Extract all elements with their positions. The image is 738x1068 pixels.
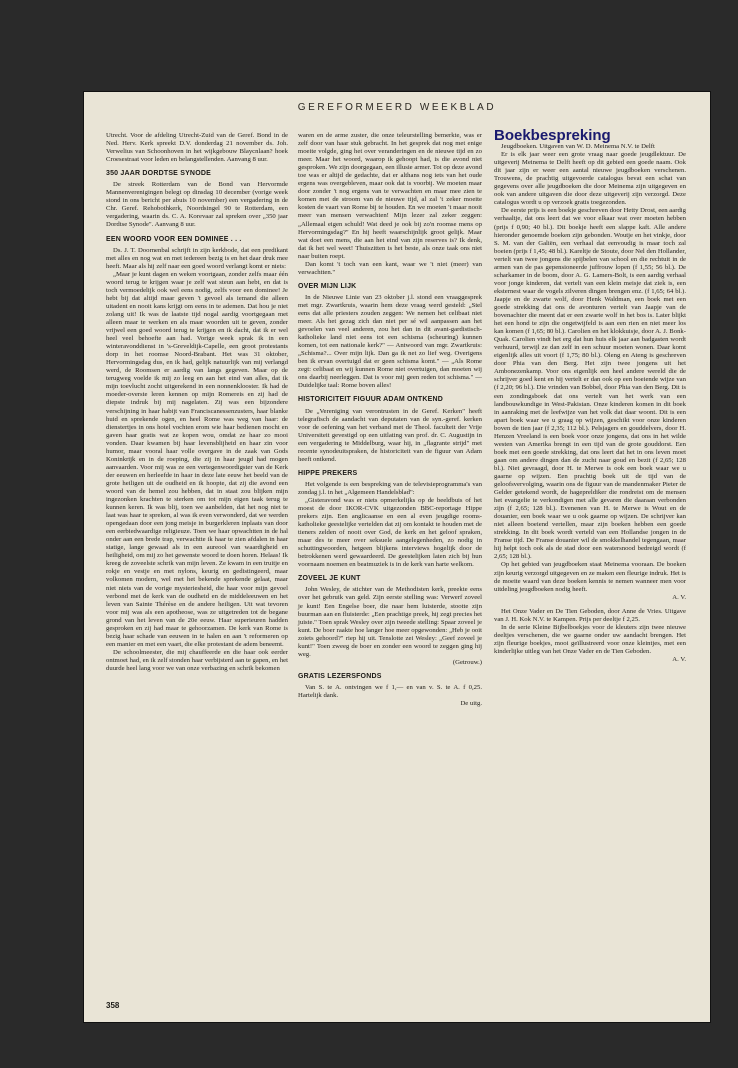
- newspaper-page: [84, 92, 710, 1022]
- signature: De uitg.: [460, 700, 482, 708]
- paragraph: Het volgende is een bespreking van de televisieprogramma's van zondag j.l. in het „Algemeen Handelsblad":: [298, 480, 482, 496]
- paragraph: Dan komt 't toch van een kant, waar we 't niet (meer) van verwachtten.": [298, 260, 482, 276]
- paragraph: Van S. te A. ontvingen we f 1,— en van v. S. te A. f 0,25. Hartelijk dank.: [298, 683, 482, 699]
- column-middle: [298, 132, 482, 708]
- signature: A. V.: [672, 656, 686, 663]
- section-heading: OVER MIJN LIJK: [298, 282, 357, 290]
- section-heading: 350 JAAR DORDTSE SYNODE: [106, 170, 211, 178]
- paragraph: Het Onze Vader en De Tien Geboden, door Anne de Vries. Uitgave van J. H. Kok N.V. te Kampen. Prijs per deeltje f 2,25.: [494, 607, 686, 623]
- column-right: [494, 127, 686, 664]
- masthead: GEREFORMEERD WEEKBLAD: [297, 102, 497, 113]
- paragraph: De eerste prijs is een boekje geschreven door Hetty Drost, een aardig verhaaltje, dat ons leert dat we voor elkaar wat over moeten hebben (prijs f 0,90; 40 bl.). Dit boekje heeft een slappe kaft. Alle andere hieronder genoemde boeken zijn gebonden. Woutje en het vinkje, door S. M. van der Galiën, een verhaal dat eenvoudig is maar toch zal boeien (prijs f 1,45; 48 bl.). Kareltje de Stoute, door Nel den Hollander, vertelt van twee jongens die spijbelen van school en die rechtuit in de armen van de pas gepensioneerde juffrouw lopen (f 1,55; 56 bl.). De scharkamer in de boom, door A. G. Lamers-Bolt, is een aardig verhaal voor jonge kinderen, dat vertelt van een klein meisje dat ziek is, een eksternest waar de vogels zilveren dingen brengen enz. (f 1,65; 64 bl.). Jaapje en de zwarte wolf, door Henk Waldman, een boek met een goede strekking dat ons de avonturen vertelt van Jaapje van de bovenachter die meent dat er een zwarte wolf in het bos is. Later blijkt het een hond te zijn die ongetwijfeld is aan een rien en niet meer los kan komen (f 1,65; 80 bl.). Carolien en het klokkuisje, door A. J. Bonk-Quak. Carolien vindt het erg dat hun huis elk jaar aan badgasten wordt verhuurd, terwijl ze dan zelf in een schuur moeten wonen. Daar komt eigenlijk alles uit voort (f 1,75; 80 bl.). Oleng en Ateng is geschreven door Phia van den Berg. Het zijn twee jongens uit het Ambonezenkamp. Voor ons eigenlijk een heel andere wereld die de schrijver goed kent en hij vertelt er dan ook op een boeiende wijze van (f 2,20; 96 bl.). Die vrinden van Bobbel, door Phia van den Berg. Dit is een zondingsboek dat ons vertelt van het werk van een landbouwkundige in West-Pakistan. Onze kinderen komen in dit boek in aanraking met de leefwijze van het volk dat daar woont. Dit is een apart boek waar we u graag op wijzen, geschikt voor onze kinderen boven de tien jaar (f 2,35; 112 bl.). Pelsjagers en gouddelvers, door H. Henzen Vreeland is een boek voor onze jongens, dat ons in het wilde westen van Amerika brengt in een tijd van de grote gouddorst. Een boek met een goede strekking, dat ons leert dat het in ons leven moet gaan om andere dingen dan de zucht naar goud en bezit (f 2,65; 128 bl.). Niet gevraagd, door H. te Merwe is ook een boek waar we u gaarne op wijzen. Een prachtig boek uit de tijd van de geloofsvervolging, waarin ons de figuur van de mandenmaker Pieter de Gelder getekend wordt, de hagepreldiker die rondreist om de mensen het evangelie te verkondigen met alle gevaren die daaraan verbonden zijn (f 2,65; 128 bl.). Evenenen van H. te Merwe is Wout en de douanier, een boek waar we u ook gaarne op wijzen. De schrijver kan niet alleen boeiend vertellen, maar zijn boeken hebben een goede strekking. In dit boek wordt verteld van een Hollandse jongen in de Franse tijd. De Franse douanier wil de smokkelhandel tegengaan, maar hij helpt toch ook als de stad door een watersnood bedreigd wordt (f 2,65; 128 bl.).: [494, 207, 686, 561]
- section-heading: HISTORICITEIT FIGUUR ADAM ONTKEND: [298, 396, 444, 404]
- signature: A. V.: [672, 593, 686, 601]
- paragraph: John Wesley, de stichter van de Methodisten kerk, preekte eens over het gebruik van geld. Zijn eerste stelling was: Verwerf zoveel je kunt! Een Engelse boer, die naar hem luisterde, stootte zijn buurman aan en fluisterde: „Een prachtige preek, hij zegt precies het juiste." Toen sprak Wesley over zijn tweede stelling: Spaar zoveel je kunt. De boer raakte hoe langer hoe meer opgewonden: „Heb je ooit zoiets gehoord?" riep hij uit. Tenslotte zei Wesley: „Geef zoveel je kunt!" Toen zweeg de boer en zonder een woord te zeggen ging hij weg.: [298, 586, 482, 658]
- paragraph: „Gisteravond was er niets opmerkelijks op de beeldbuis of het moest de door IKOR-CVK uitgezonden BBC-reportage Hippe prekers zijn. Een anglicaanse en een al even jeugdige rooms-katholieke geestelijke vertelden dat zij om kontakt te houden met de tieners zelden of nooit over God, de kerk en het geloof spraken, maar des te meer over seksuele aangelegenheden, zo nodig in schuttingwoorden, hetgeen blijkens interviews hogelijk door de betrokkenen werd gewaardeerd. De geestelijken laten zich bij hun voornaam noemen en beatmuziek is in de kerk van harte welkom.: [298, 496, 482, 569]
- column-left: [106, 132, 288, 673]
- paragraph: In de serie Kleine Bijbelboekjes voor de kleuters zijn twee nieuwe deeltjes verschenen, die we gaarne onder uw aandacht brengen. Het zijn fleurige boekjes, mooi geïllustreerd voor onze kleintjes, met een kinderlijke uitleg van het Onze Vader en de Tien Geboden.: [494, 623, 686, 655]
- paragraph: Op het gebied van jeugdboeken staat Meinema vooraan. De boeken zijn keurig verzorgd uitgegeven en ze maken een fleurige indruk. Het is de moeite waard van deze boeken kennis te nemen wanneer men voor uitdeling jeugdboeken nodig heeft.: [494, 561, 686, 593]
- paragraph: Ds. J. T. Doornenbal schrijft in zijn kerkbode, dat een predikant met alles en nog wat en met iedereen bezig is en het daar druk mee heeft. Maar als hij zelf naar een goed woord verlangt komt er niets:: [106, 246, 288, 270]
- paragraph: Utrecht. Voor de afdeling Utrecht-Zuid van de Geref. Bond in de Ned. Herv. Kerk spreekt D.V. donderdag 21 november ds. Joh. Verwelius van Schoonhoven in het wijkgebouw Blaycnlaan? hoek Croesestraat voor leden en belangstellenden. Aanvang 8 uur.: [106, 132, 288, 164]
- section-heading: ZOVEEL JE KUNT: [298, 575, 361, 583]
- review-heading: Boekbespreking: [494, 127, 611, 144]
- paragraph: De schoolmeester, die mij chauffeerde en die haar ook eerder ontmoet had, en ik zelf stonden haar verbijsterd aan te gapen, en het duurde heel lang voor we van onze verbazing en schrik bekomen: [106, 648, 288, 672]
- paragraph: Er is elk jaar weer een grote vraag naar goede jeugdlektuur. De uitgeverij Meinema te Delft heeft op dit gebied een goede naam. Ook dit jaar zijn er weer een aantal nieuwe jeugdboeken verschenen. Trouwens, de prachtig uitgevoerde catalogus bevat een schat van gegevens over alle jeugdboeken die door Meinema zijn uitgegeven en ook van andere uitgaven die door deze uitgeverij zijn verzorgd. Deze catalogus wordt u op verzoek gratis toegezonden.: [494, 151, 686, 207]
- paragraph: De streek Rotterdam van de Bond van Hervormde Mannenverenigingen belegt op dinsdag 10 december (vorige week stond in ons bericht per abuis 10 november) een vergadering in de Chr. Geref. Rehobothkerk, Noordsingel 90 te Rotterdam, een vergadering, waarin ds. C. A. Korevaar zal spreken over „350 jaar Dordtse Synode". Aanvang 8 uur.: [106, 181, 288, 229]
- section-heading: HIPPE PREKERS: [298, 469, 358, 477]
- paragraph: De „Vereniging van verontrusten in de Geref. Kerken" heeft telegrafisch de aandacht van deputaten van de syn.-geref. kerken voor de oefening van het verband met de Theol. faculteit der Vrije Universiteit gevestigd op een uitlating van prof. dr. C. Augustijn in een vergadering te Middelburg, waar hij, in „flagrante strijd" met recente synodeuitspraken, de historiciteit van de figuur van Adam heeft ontkend.: [298, 407, 482, 463]
- signature: (Getrouw.): [452, 658, 482, 666]
- paragraph: Jeugdboeken. Uitgaven van W. D. Meinema N.V. te Delft: [501, 143, 655, 151]
- section-heading: GRATIS LEZERSFONDS: [298, 672, 382, 680]
- section-heading: EEN WOORD VOOR EEN DOMINEE . . .: [106, 235, 242, 243]
- page-number: 358: [106, 1001, 120, 1010]
- paragraph: In de Nieuwe Linie van 23 oktober j.l. stond een vraaggesprek met mgr. Zwartkruis, waarin hem deze vraag werd gesteld: „Stel eens dat alle priesters zouden zeggen: We nemen het celibaat niet meer. Als het gezag zich dan niet per sé wil aanpassen aan het gevoelen van veel anderen, zou het dan in dit avant-gardistisch-katholieke land niet eens tot een schisma (scheuring) kunnen komen, tot een nationale kerk?" — Antwoord van mgr. Zwartkruis: „Schisma?... Over mijn lijk. Dan ga ik net zo lief weg. Overigens ben ik ervan overtuigd dat er geen schisma komt." — „Als Rome zegt: celibaat en wij kunnen Rome niet overtuigen, dan moeten wij ons daarbij neerleggen. Dat is voor mij geen reden tot schisma." — Duidelijke taal: Rome boven alles!: [298, 293, 482, 390]
- paragraph: „Maar je kunt dagen en weken voortgaan, zonder zelfs maar één woord terug te krijgen waar je zelf wat steun aan hebt, en dat is toch vermoedelijk ook wel eens nodig, zelfs voor een dominee! Je hebt bij dat altijd maar geven 't gevoel als iemand die alleen uitadent en nooit kans krijgt om eens in te ademen. Dat hou je niet zolang uit! Ik was de laatste tijd nogal aardig voortgegaan met alleen maar te werken en als maar woorden uit te geven, zonder vrijwel een goed woord terug te krijgen en ik dacht, dat ik er wel heel veel behoefte aan had. Vorige week sprak ik in een winteravonddienst in 's-Greveldijk-Capelle, een groot protestants dorp in het roomse Noord-Brabant. Het was 31 oktober, Hervormingsdag dus, en ik had, gelijk natuurlijk van mij verlangd werd, de Roomsen er aardig van langs gegeven. Maar op de terugweg voelde ik mij zo leeg en aan het eind van alles, dat ik mijn toevlucht zocht uitgerekend in een nonnenklooster. Ik had de moeder-overste leren kennen op mijn Romereis en zij had de diepste indruk bij mij nagelaten. Zij was een bijzondere verschijning in haar habijt van Franciscanessenzusters, haar blanke huid en sprekende ogen, en heel Rome was weg van haar: de dienstertjes in ons hotel vochten erom wie haar bedienen mocht en gaven haar gratis wat ze kopen wou, omdat ze haar zo mooi vonden. Daar kwamen bij haar levensblijheid en haar zin voor humor, maar vooral haar volle overgave in de zaak van Gods Koninkrijk en in de roeping, die zij in haar jeugd had mogen aanvaarden. Voor mij was ze een vertegenwoordigster van de Kerk der eeuwen en herleefde in haar in deze late eeuw het beeld van de grote heiligen uit de oudheid en ik hoopte, dat zij die avond een woord van de hemel zou hebben, dat in staat zou blijken mijn ingezonken krachten te sterken om tot mijn eigen taak terug te kunnen keren. Ik was blij, toen we aanbelden, dat het nog niet te laat was haar te spreken, al was ik even verwonderd, dat we werden opengedaan door een jong meisje in burgerkleren inplaats van door een eerbiedwaardige religieuze. Toen we haar opwachtten in de hal onder aan een brede trap, verwachtte ik haar te zien afdalen in haar statige, lange gewaad als in een aureool van waardigheid en heiligheid, om mij zo het gewenste woord te doen horen. Helaas! Ik kreeg de zoveelste schrik van mijn leven. Ze kwam in een truitje en rokje en vestje en met nylons, keurig en gedistingeerd, maar volkomen modern, wel met het bekende sprekende gelaat, maar niet niets van de vorige mysteriesheid, die haar voor mijn gevoel verbond met de kerk van de oudheid en de middeleeuwen en het leven van Sainte Thérèse en de andere heiligen. Uit wat tevoren voor mij was als een apotheose, was ze uitgetreden tot de begane grond van het leven van de 20e eeuw. Haar superieuren hadden gesproken en zij had maar te gehoorzamen. De kerk van Rome is bezig haar schade van eeuwen in te halen en aan 't reformeren op een manier en met een vaart, die elke protestant de adem beneemt.: [106, 270, 288, 648]
- paragraph: waren en de arme zuster, die onze teleurstelling bemerkte, was er zelf door van haar stuk gebracht. In het gesprek dat nog met enige moeite volgde, ging het over veranderingen en de nieuwe tijd en zo meer. Maar het woord, waarop ik gehoopt had, is die avond niet gesproken. We zijn doorgegaan, een illusie armer. Tot op deze avond toe was er altijd de gedachte, dat er althans nog iets van het oude ergens was overgebleven, maar ook dat is voorbij. We moeten maar door zonder 't nog ergens van te verwachten en maar mee zien te komen met de stroom van de nieuwe tijd, al zal 't zeker moeite kosten de vaart van Rome bij te houden. En we moeten 't maar nooit meer van mensen verwachten! Mijn lezer zal zeker zeggen: „Allemaal eigen schuld! Wat deed je ook bij zo'n roomse mens op Hervormingsdag?" En hij heeft waarschijnlijk groot gelijk. Maar wat doet een mens, die aan het eind van zijn reserves is? Ik denk, dat ik het wel weet! Thuiszitten is het beste, als onze taak ons niet naar buiten roept.: [298, 132, 482, 260]
